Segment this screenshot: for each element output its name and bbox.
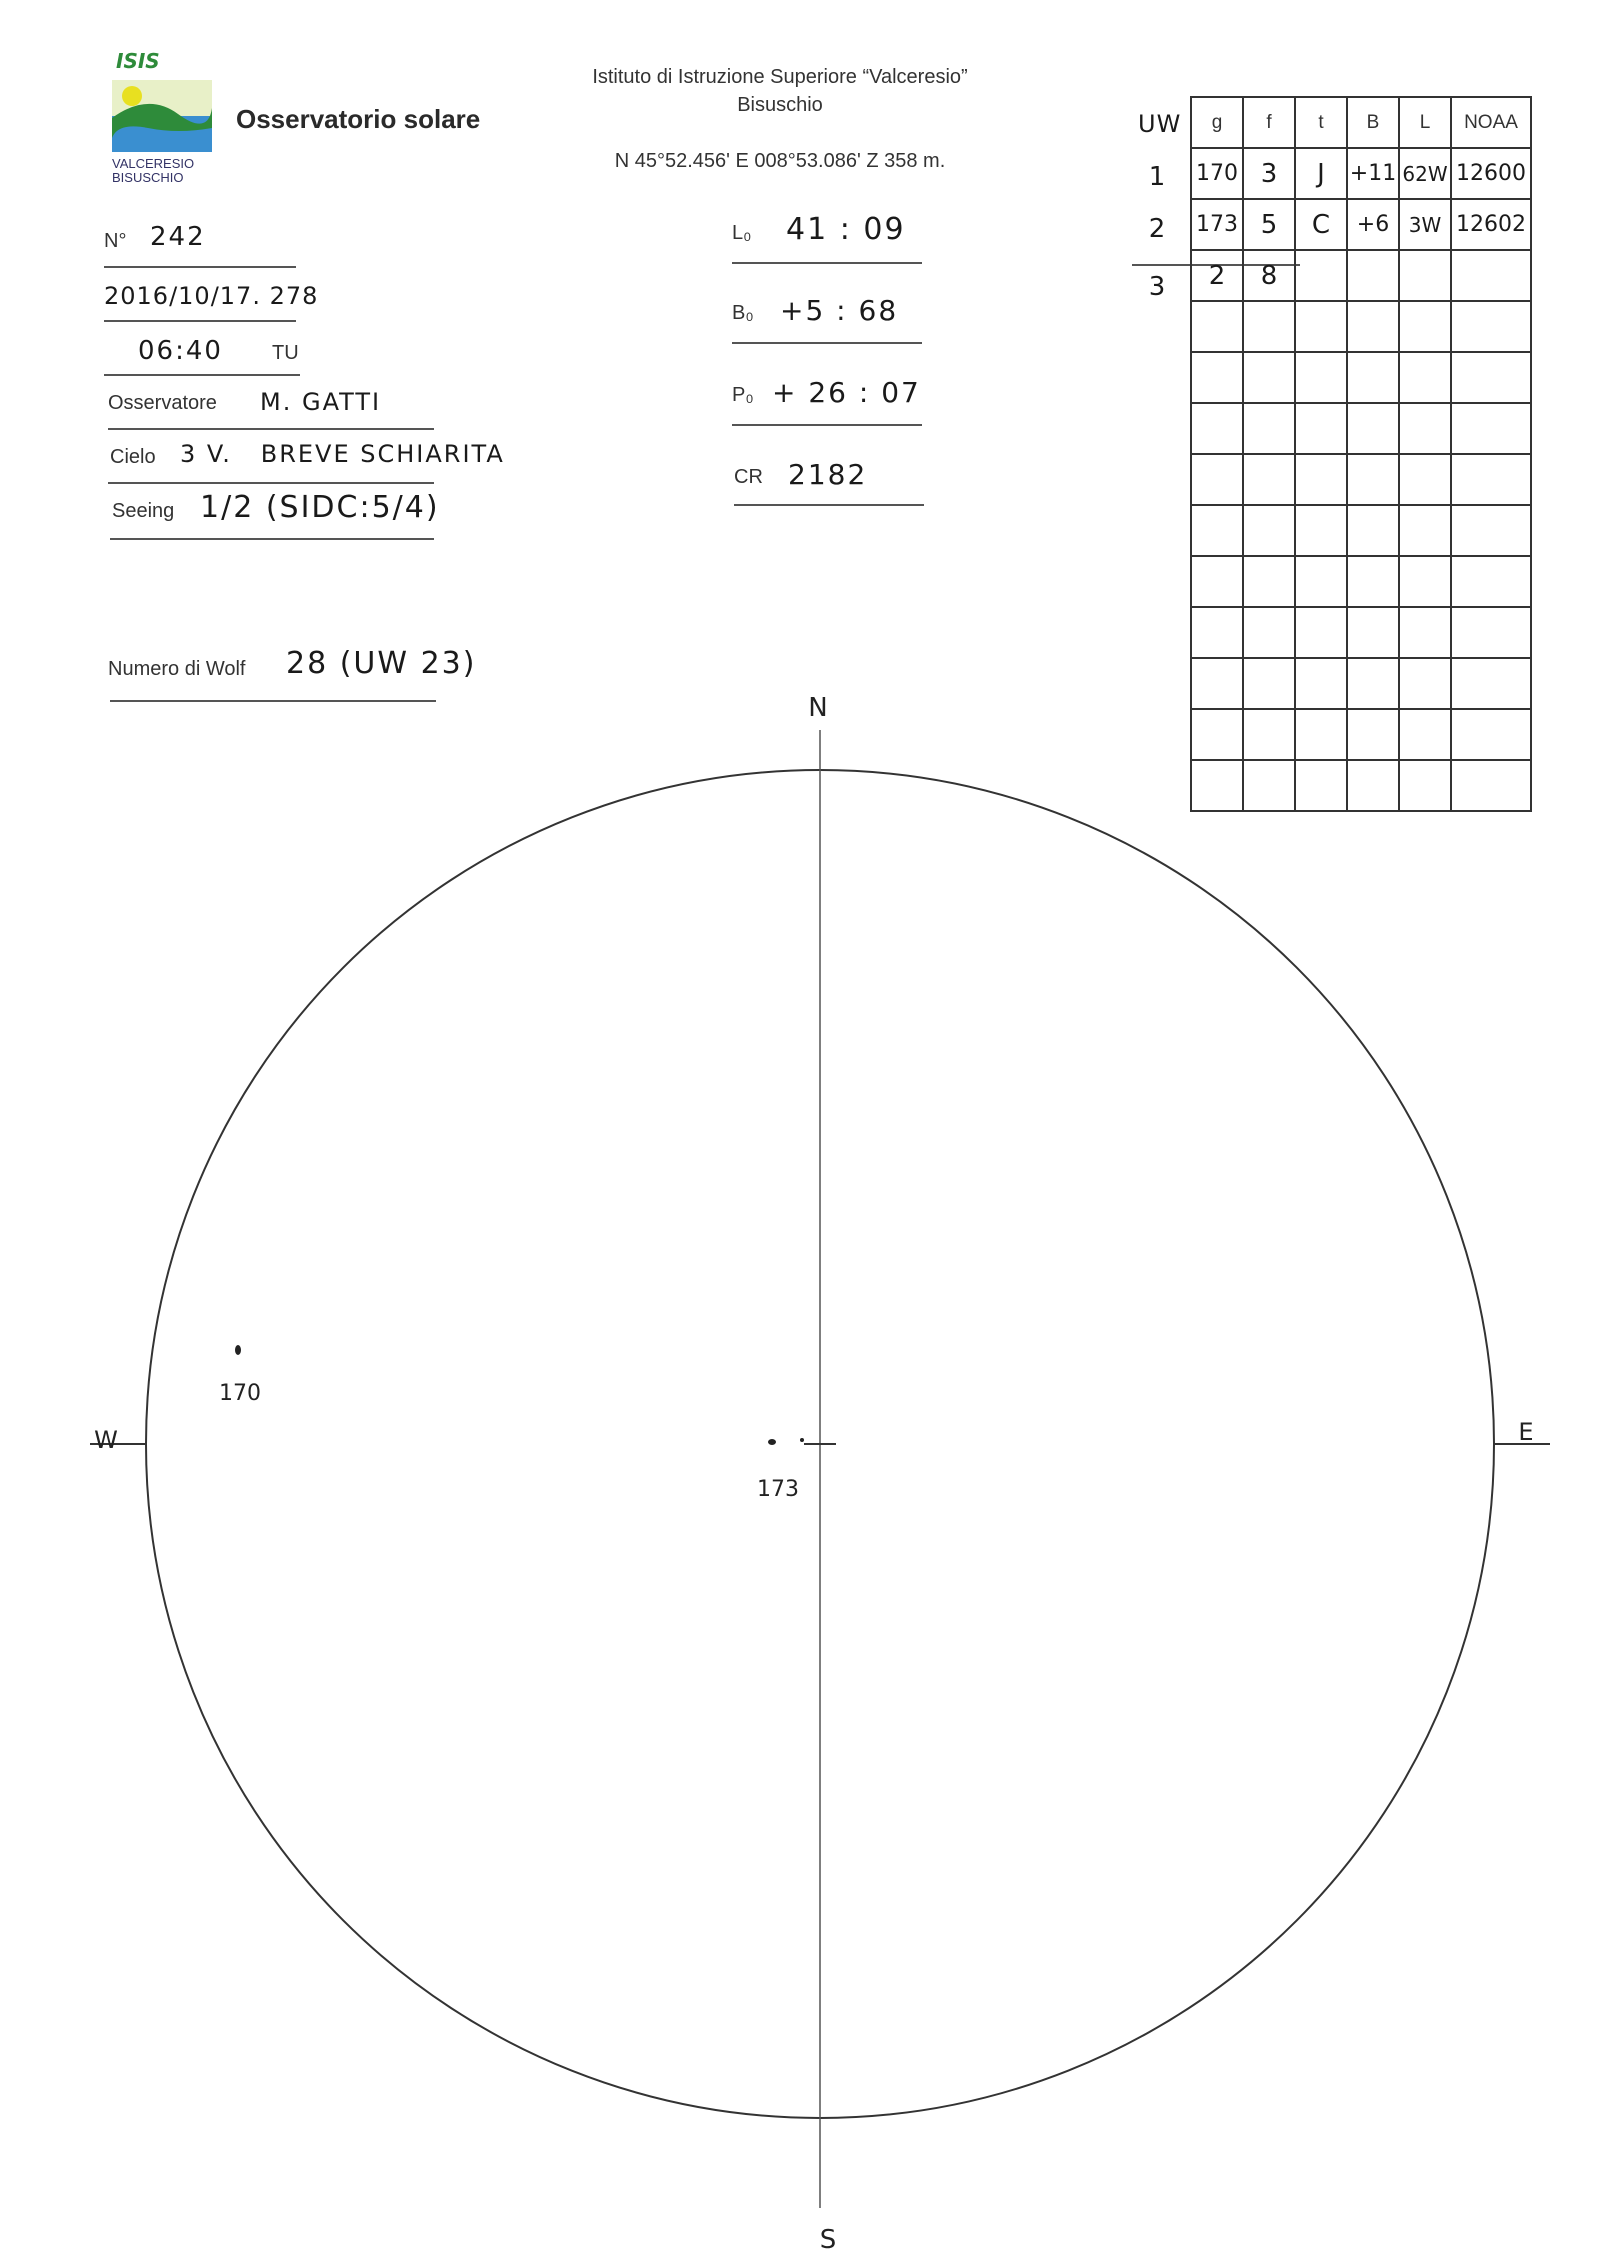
number-value: 242 bbox=[150, 222, 206, 252]
b0-label: B₀ bbox=[732, 302, 754, 324]
header-f: f bbox=[1243, 97, 1295, 148]
cell-l: 62W bbox=[1399, 148, 1451, 199]
cell-noaa: 12602 bbox=[1451, 199, 1531, 250]
sunspot-group-170 bbox=[235, 1345, 241, 1355]
institute-name: Istituto di Istruzione Superiore “Valceresio” bbox=[592, 66, 968, 88]
cell-f: 8 bbox=[1243, 250, 1295, 301]
cell-t: J bbox=[1295, 148, 1347, 199]
header-g: g bbox=[1191, 97, 1243, 148]
time-value: 06:40 bbox=[138, 336, 223, 366]
institute-town: Bisuschio bbox=[737, 94, 823, 116]
uw-row-2: 2 bbox=[1148, 214, 1168, 244]
logo-sub1: VALCERESIO bbox=[112, 156, 195, 171]
east-label: E bbox=[1518, 1418, 1534, 1446]
wolf-value: 28 (UW 23) bbox=[286, 646, 477, 681]
south-label: S bbox=[819, 2225, 837, 2255]
cr-label: CR bbox=[734, 466, 763, 488]
west-label: W bbox=[94, 1426, 118, 1454]
l0-label: L₀ bbox=[732, 222, 752, 244]
cell-b: +6 bbox=[1347, 199, 1399, 250]
wolf-label: Numero di Wolf bbox=[108, 658, 246, 680]
seeing-label: Seeing bbox=[112, 500, 175, 522]
sky-label: Cielo bbox=[110, 446, 156, 468]
logo-text: ISIS bbox=[116, 52, 160, 73]
header-l: L bbox=[1399, 97, 1451, 148]
sunspot-group-173-leader bbox=[768, 1439, 776, 1445]
l0-value: 41 : 09 bbox=[786, 212, 906, 247]
cell-t: C bbox=[1295, 199, 1347, 250]
header-t: t bbox=[1295, 97, 1347, 148]
cell-noaa: 12600 bbox=[1451, 148, 1531, 199]
page-title: Osservatorio solare bbox=[236, 104, 481, 134]
p0-label: P₀ bbox=[732, 384, 754, 406]
observer-label: Osservatore bbox=[108, 392, 217, 414]
date-value: 2016/10/17. 278 bbox=[104, 282, 319, 310]
north-label: N bbox=[808, 693, 828, 723]
group-173-label: 173 bbox=[757, 1477, 799, 1502]
uw-header: UW bbox=[1138, 110, 1182, 138]
cell-g: 173 bbox=[1191, 199, 1243, 250]
logo-sub2: BISUSCHIO bbox=[112, 170, 184, 185]
p0-value: + 26 : 07 bbox=[772, 376, 921, 409]
header-b: B bbox=[1347, 97, 1399, 148]
sky-value: 3 V. BREVE SCHIARITA bbox=[180, 440, 505, 468]
seeing-value: 1/2 (SIDC:5/4) bbox=[200, 490, 440, 525]
b0-value: +5 : 68 bbox=[780, 294, 899, 327]
cell-f: 3 bbox=[1243, 148, 1295, 199]
header-noaa: NOAA bbox=[1451, 97, 1531, 148]
uw-row-1: 1 bbox=[1148, 162, 1168, 192]
cell-g: 170 bbox=[1191, 148, 1243, 199]
cell-b: +11 bbox=[1347, 148, 1399, 199]
uw-row-3: 3 bbox=[1148, 272, 1168, 302]
cell-l: 3W bbox=[1399, 199, 1451, 250]
cell-f: 5 bbox=[1243, 199, 1295, 250]
cell-g: 2 bbox=[1191, 250, 1243, 301]
station-coordinates: N 45°52.456' E 008°53.086' Z 358 m. bbox=[614, 150, 946, 172]
group-170-label: 170 bbox=[219, 1381, 261, 1406]
number-label: N° bbox=[104, 230, 127, 252]
observer-value: M. GATTI bbox=[260, 388, 382, 416]
sunspot-group-173-follower bbox=[800, 1438, 804, 1442]
time-unit: TU bbox=[272, 342, 299, 364]
cr-value: 2182 bbox=[788, 458, 868, 491]
